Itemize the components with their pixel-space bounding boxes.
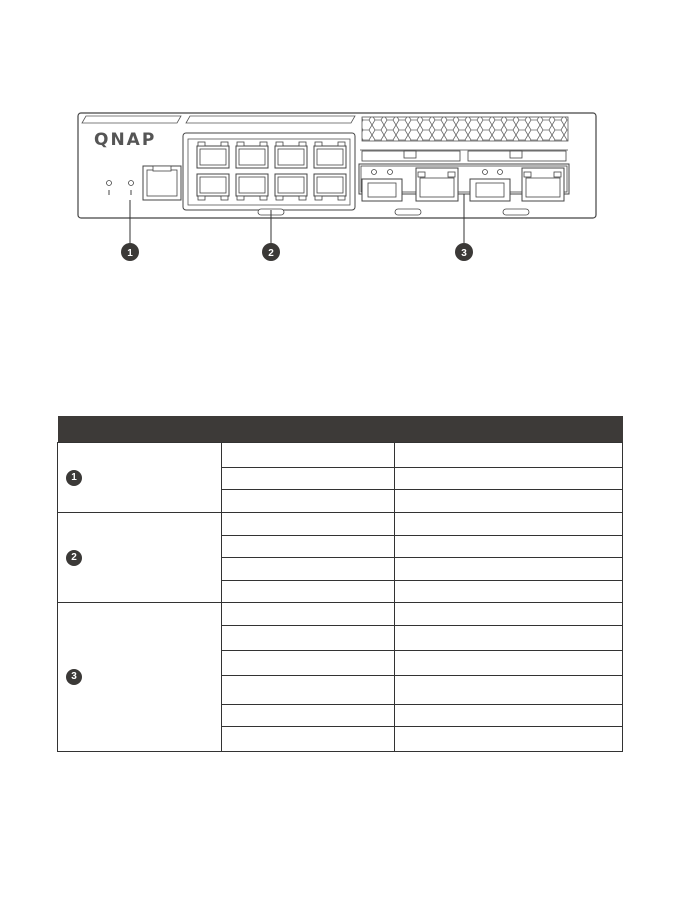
svg-text:1: 1 — [127, 248, 133, 259]
management-port[interactable] — [143, 166, 181, 200]
column-header — [58, 416, 222, 443]
rj45-port — [236, 174, 268, 200]
callout-1 — [121, 243, 139, 261]
qnap-logo: QNAP — [94, 130, 157, 150]
group-cell-3 — [58, 603, 222, 752]
column-header — [222, 416, 395, 443]
switch-front-panel-diagram — [0, 0, 680, 300]
vent-slots — [82, 116, 355, 123]
led-icon — [129, 181, 134, 186]
svg-text:3: 3 — [461, 248, 467, 259]
rj45-port — [197, 174, 229, 200]
group-cell-2 — [58, 513, 222, 603]
hex-vent — [362, 117, 568, 141]
svg-text:2: 2 — [268, 248, 274, 259]
rj45-port — [275, 142, 307, 168]
rj45-port — [197, 142, 229, 168]
table-row — [58, 603, 623, 626]
led-icon — [107, 181, 112, 186]
rj45-port — [314, 174, 346, 200]
group-cell-1 — [58, 443, 222, 513]
group-badge: 1 — [66, 470, 82, 486]
rj45-port — [236, 142, 268, 168]
table-row — [58, 513, 623, 536]
rj45-port — [275, 174, 307, 200]
component-table — [57, 416, 623, 752]
group-badge: 2 — [66, 550, 82, 566]
column-header — [395, 416, 623, 443]
group-badge: 3 — [66, 669, 82, 685]
table-row — [58, 443, 623, 468]
callout-2 — [262, 243, 280, 261]
rj45-port — [314, 142, 346, 168]
table-header — [58, 416, 623, 443]
callout-3 — [455, 243, 473, 261]
